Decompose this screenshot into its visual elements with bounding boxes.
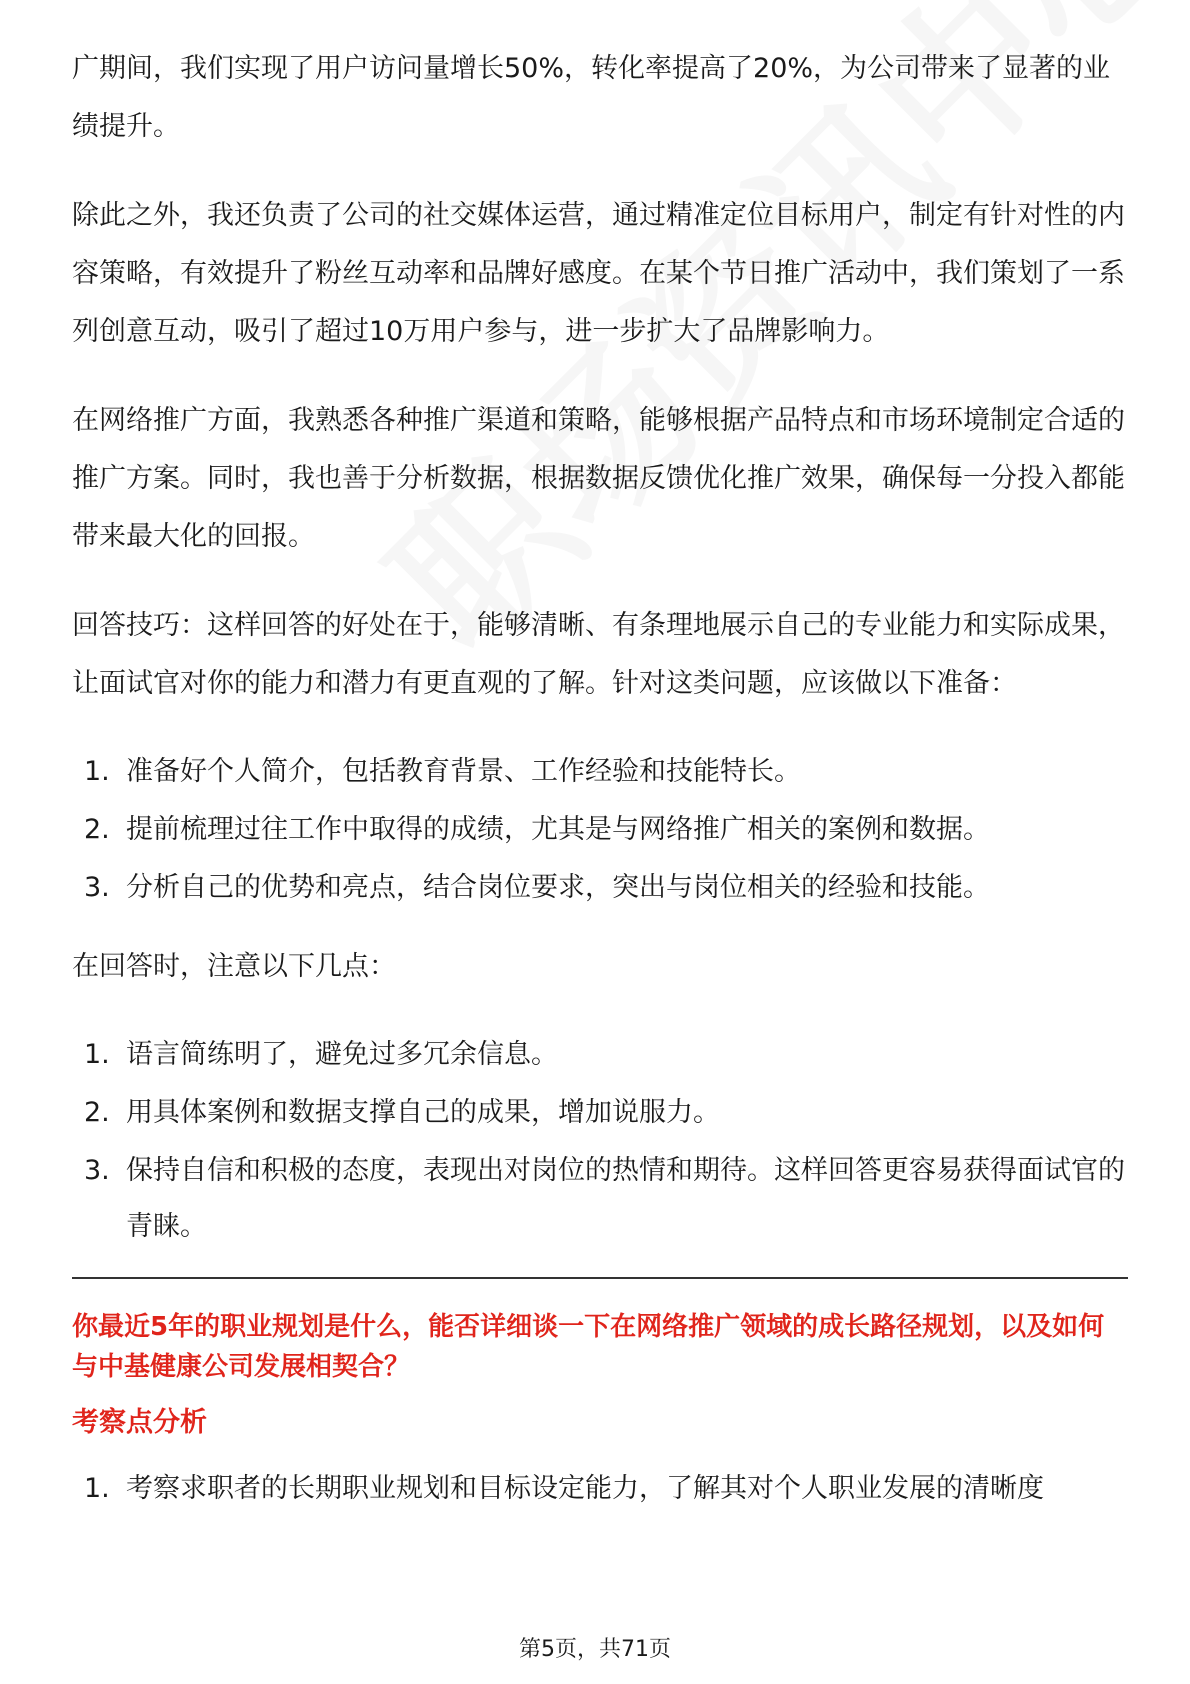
paragraph-social-media: 除此之外，我还负责了公司的社交媒体运营，通过精准定位目标用户，制定有针对性的内容策略，有效提升了粉丝互动率和品牌好感度。在某个节日推广活动中，我们策划了一系列创意互动，吸引了超过10万用户参与，进一步扩大了品牌影响力。 [72,200,1125,347]
paragraph-answer-tips: 回答技巧：这样回答的好处在于，能够清晰、有条理地展示自己的专业能力和实际成果，让面试官对你的能力和潜力有更直观的了解。针对这类问题，应该做以下准备： [72,610,1125,699]
section-divider [72,1277,1128,1279]
paragraph-growth-results: 广期间，我们实现了用户访问量增长50%，转化率提高了20%，为公司带来了显著的业绩提升。 [72,53,1111,142]
list-item: 1. 考察求职者的长期职业规划和目标设定能力，了解其对个人职业发展的清晰度 [84,1473,1044,1504]
prep-list [72,744,1128,916]
list-item: 1. 准备好个人简介，包括教育背景、工作经验和技能特长。 [84,756,801,787]
question-title: 你最近5年的职业规划是什么，能否详细谈一下在网络推广领域的成长路径规划，以及如何与中基健康公司发展相契合？ [72,1312,1105,1382]
paragraph-promotion-skills: 在网络推广方面，我熟悉各种推广渠道和策略，能够根据产品特点和市场环境制定合适的推广方案。同时，我也善于分析数据，根据数据反馈优化推广效果，确保每一分投入都能带来最大化的回报。 [72,405,1125,552]
notes-list [72,1027,1128,1255]
list-item: 3. 保持自信和积极的态度，表现出对岗位的热情和期待。这样回答更容易获得面试官的青睐。 [84,1155,1125,1242]
analysis-list [72,1461,1128,1517]
notes-intro: 在回答时，注意以下几点： [72,951,396,982]
list-item: 2. 提前梳理过往工作中取得的成绩，尤其是与网络推广相关的案例和数据。 [84,814,990,845]
list-item: 3. 分析自己的优势和亮点，结合岗位要求，突出与岗位相关的经验和技能。 [84,872,990,903]
list-item: 1. 语言简练明了，避免过多冗余信息。 [84,1039,558,1070]
analysis-heading: 考察点分析 [72,1407,207,1438]
page-content [72,40,1128,1539]
list-item: 2. 用具体案例和数据支撑自己的成果，增加说服力。 [84,1097,720,1128]
page-number: 第5页，共71页 [519,1637,671,1662]
